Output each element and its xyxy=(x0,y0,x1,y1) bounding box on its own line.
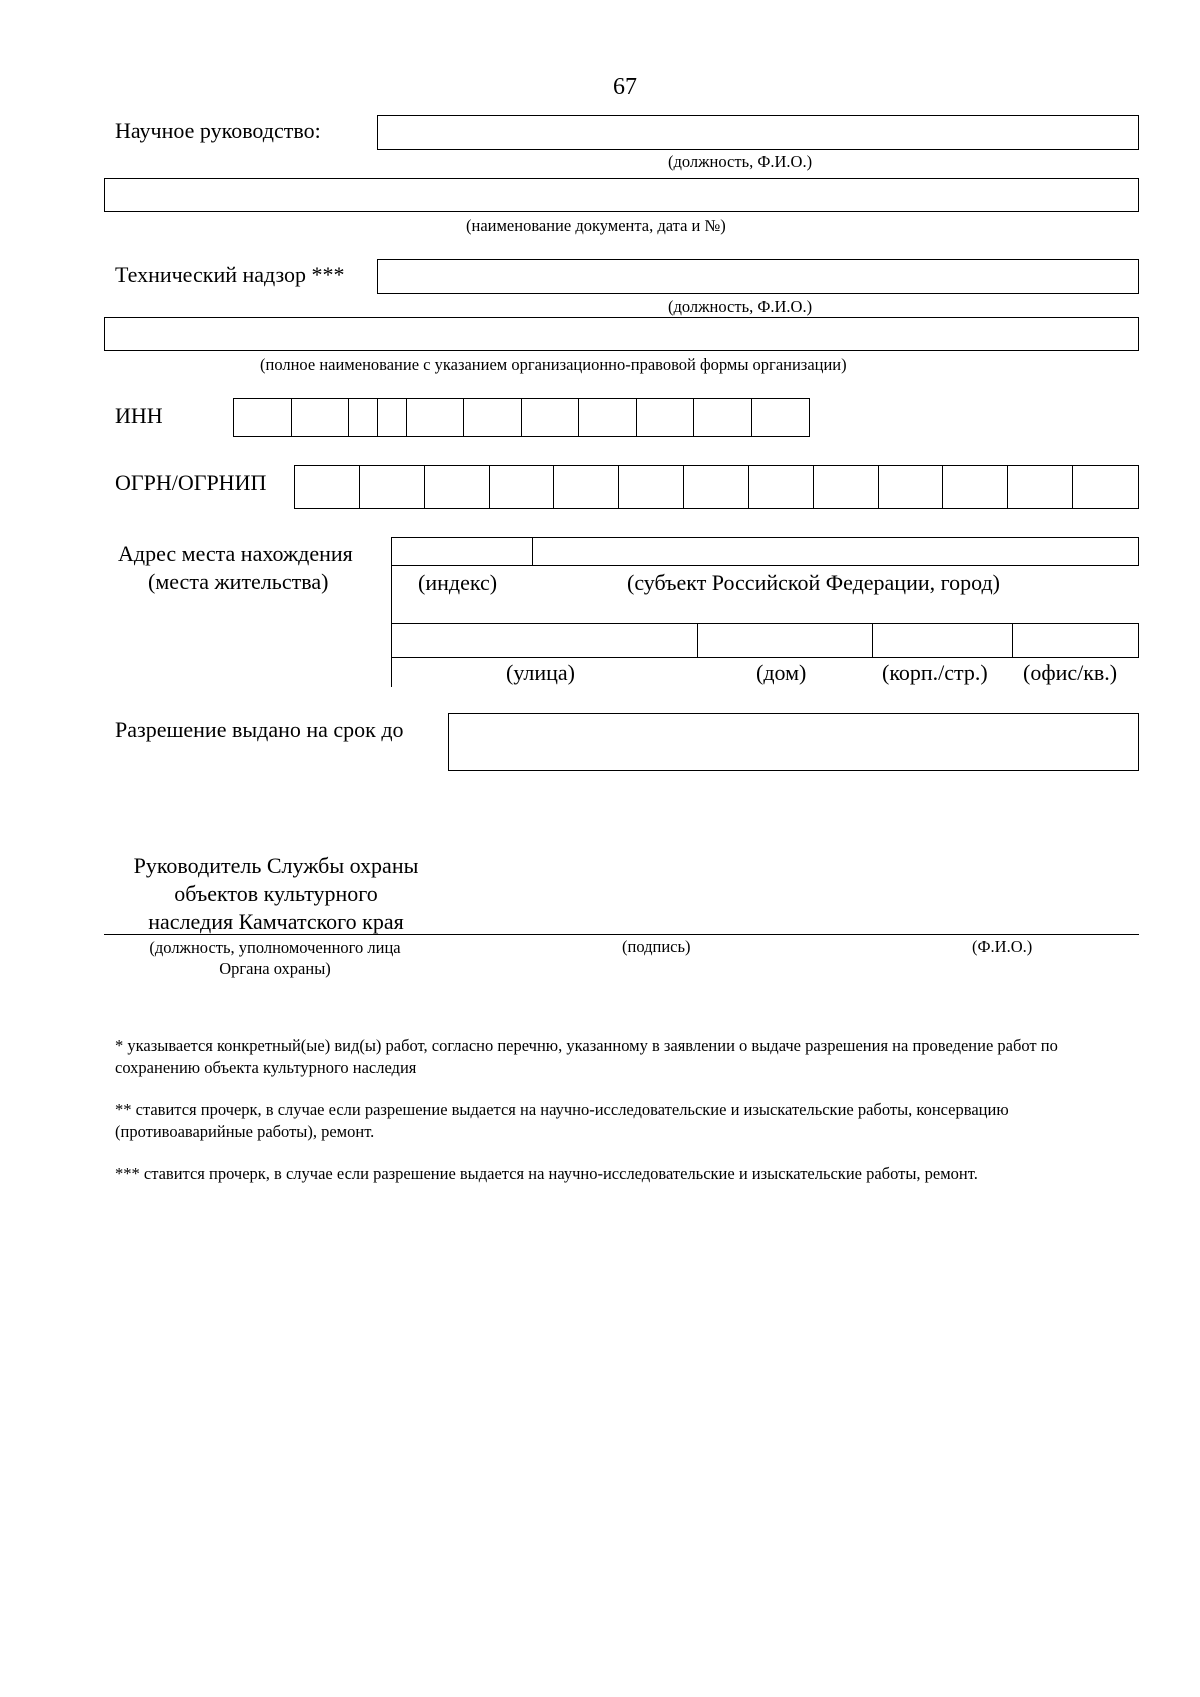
ogrn-cell[interactable] xyxy=(879,466,944,508)
ogrn-cell[interactable] xyxy=(360,466,425,508)
ogrn-cell[interactable] xyxy=(490,466,555,508)
sci-lead-doc-caption: (наименование документа, дата и №) xyxy=(466,216,726,235)
page-number: 67 xyxy=(613,74,637,100)
footnote-1: * указывается конкретный(ые) вид(ы) работ, согласно перечню, указанному в заявлении о выдаче разрешения на проведение работ по сохранению объекта культурного наследия xyxy=(115,1036,1058,1077)
address-index-field[interactable] xyxy=(391,537,534,566)
ogrn-cell[interactable] xyxy=(943,466,1008,508)
position-caption-line2: Органа охраны) xyxy=(219,959,331,978)
inn-cell[interactable] xyxy=(349,399,378,436)
inn-cell[interactable] xyxy=(637,399,695,436)
inn-cell[interactable] xyxy=(292,399,350,436)
address-label-line2: (места жительства) xyxy=(148,569,329,594)
address-label-line1: Адрес места нахождения xyxy=(118,541,353,566)
inn-cell[interactable] xyxy=(752,399,809,436)
footnote-3: *** ставится прочерк, в случае если разрешение выдается на научно-исследовательские и изыскательские работы, ремонт. xyxy=(115,1164,978,1183)
inn-cell[interactable] xyxy=(694,399,752,436)
tech-org-field[interactable] xyxy=(104,317,1139,351)
address-office-caption: (офис/кв.) xyxy=(1023,660,1118,685)
tech-fio-field[interactable] xyxy=(377,259,1139,294)
address-office-field[interactable] xyxy=(1012,623,1139,658)
position-caption-line1: (должность, уполномоченного лица xyxy=(149,938,401,957)
position-caption xyxy=(110,937,440,979)
inn-cell[interactable] xyxy=(234,399,292,436)
address-street-caption: (улица) xyxy=(506,660,575,685)
inn-cells xyxy=(233,398,810,437)
ogrn-cell[interactable] xyxy=(684,466,749,508)
ogrn-cell[interactable] xyxy=(1073,466,1138,508)
sign-caption: (подпись) xyxy=(622,937,691,956)
address-building-caption: (корп./стр.) xyxy=(882,660,988,685)
ogrn-cell[interactable] xyxy=(814,466,879,508)
address-street-field[interactable] xyxy=(391,623,699,658)
ogrn-cell[interactable] xyxy=(425,466,490,508)
signatory-title-line2: объектов культурного xyxy=(174,881,378,906)
inn-cell[interactable] xyxy=(464,399,522,436)
inn-label: ИНН xyxy=(115,403,163,428)
ogrn-cells xyxy=(294,465,1139,509)
ogrn-cell[interactable] xyxy=(295,466,360,508)
tech-org-caption: (полное наименование с указанием организационно-правовой формы организации) xyxy=(260,355,847,374)
validity-field[interactable] xyxy=(448,713,1139,771)
tech-label: Технический надзор *** xyxy=(115,262,345,287)
ogrn-cell[interactable] xyxy=(619,466,684,508)
signature-line xyxy=(104,934,1139,935)
ogrn-label: ОГРН/ОГРНИП xyxy=(115,470,267,495)
address-region-field[interactable] xyxy=(532,537,1139,566)
sci-lead-fio-field[interactable] xyxy=(377,115,1139,150)
inn-cell[interactable] xyxy=(579,399,637,436)
sci-lead-fio-caption: (должность, Ф.И.О.) xyxy=(668,152,813,171)
signatory-title-line1: Руководитель Службы охраны xyxy=(133,853,419,878)
inn-cell[interactable] xyxy=(522,399,580,436)
tech-fio-caption: (должность, Ф.И.О.) xyxy=(668,297,813,316)
address-house-field[interactable] xyxy=(697,623,874,658)
ogrn-cell[interactable] xyxy=(554,466,619,508)
address-building-field[interactable] xyxy=(872,623,1014,658)
inn-cell[interactable] xyxy=(407,399,465,436)
fio-caption: (Ф.И.О.) xyxy=(972,937,1033,956)
ogrn-cell[interactable] xyxy=(1008,466,1073,508)
sci-lead-label: Научное руководство: xyxy=(115,118,321,143)
address-house-caption: (дом) xyxy=(756,660,807,685)
sci-lead-doc-field[interactable] xyxy=(104,178,1139,212)
validity-label: Разрешение выдано на срок до xyxy=(115,717,404,742)
footnote-2: ** ставится прочерк, в случае если разрешение выдается на научно-исследовательские и изыскательские работы, консервацию (противоаварийные работы), ремонт. xyxy=(115,1100,1009,1141)
address-index-caption: (индекс) xyxy=(418,570,498,595)
inn-cell[interactable] xyxy=(378,399,407,436)
ogrn-cell[interactable] xyxy=(749,466,814,508)
address-region-caption: (субъект Российской Федерации, город) xyxy=(627,570,1000,595)
signatory-title-line3: наследия Камчатского края xyxy=(148,909,404,934)
signatory-title xyxy=(104,852,448,936)
